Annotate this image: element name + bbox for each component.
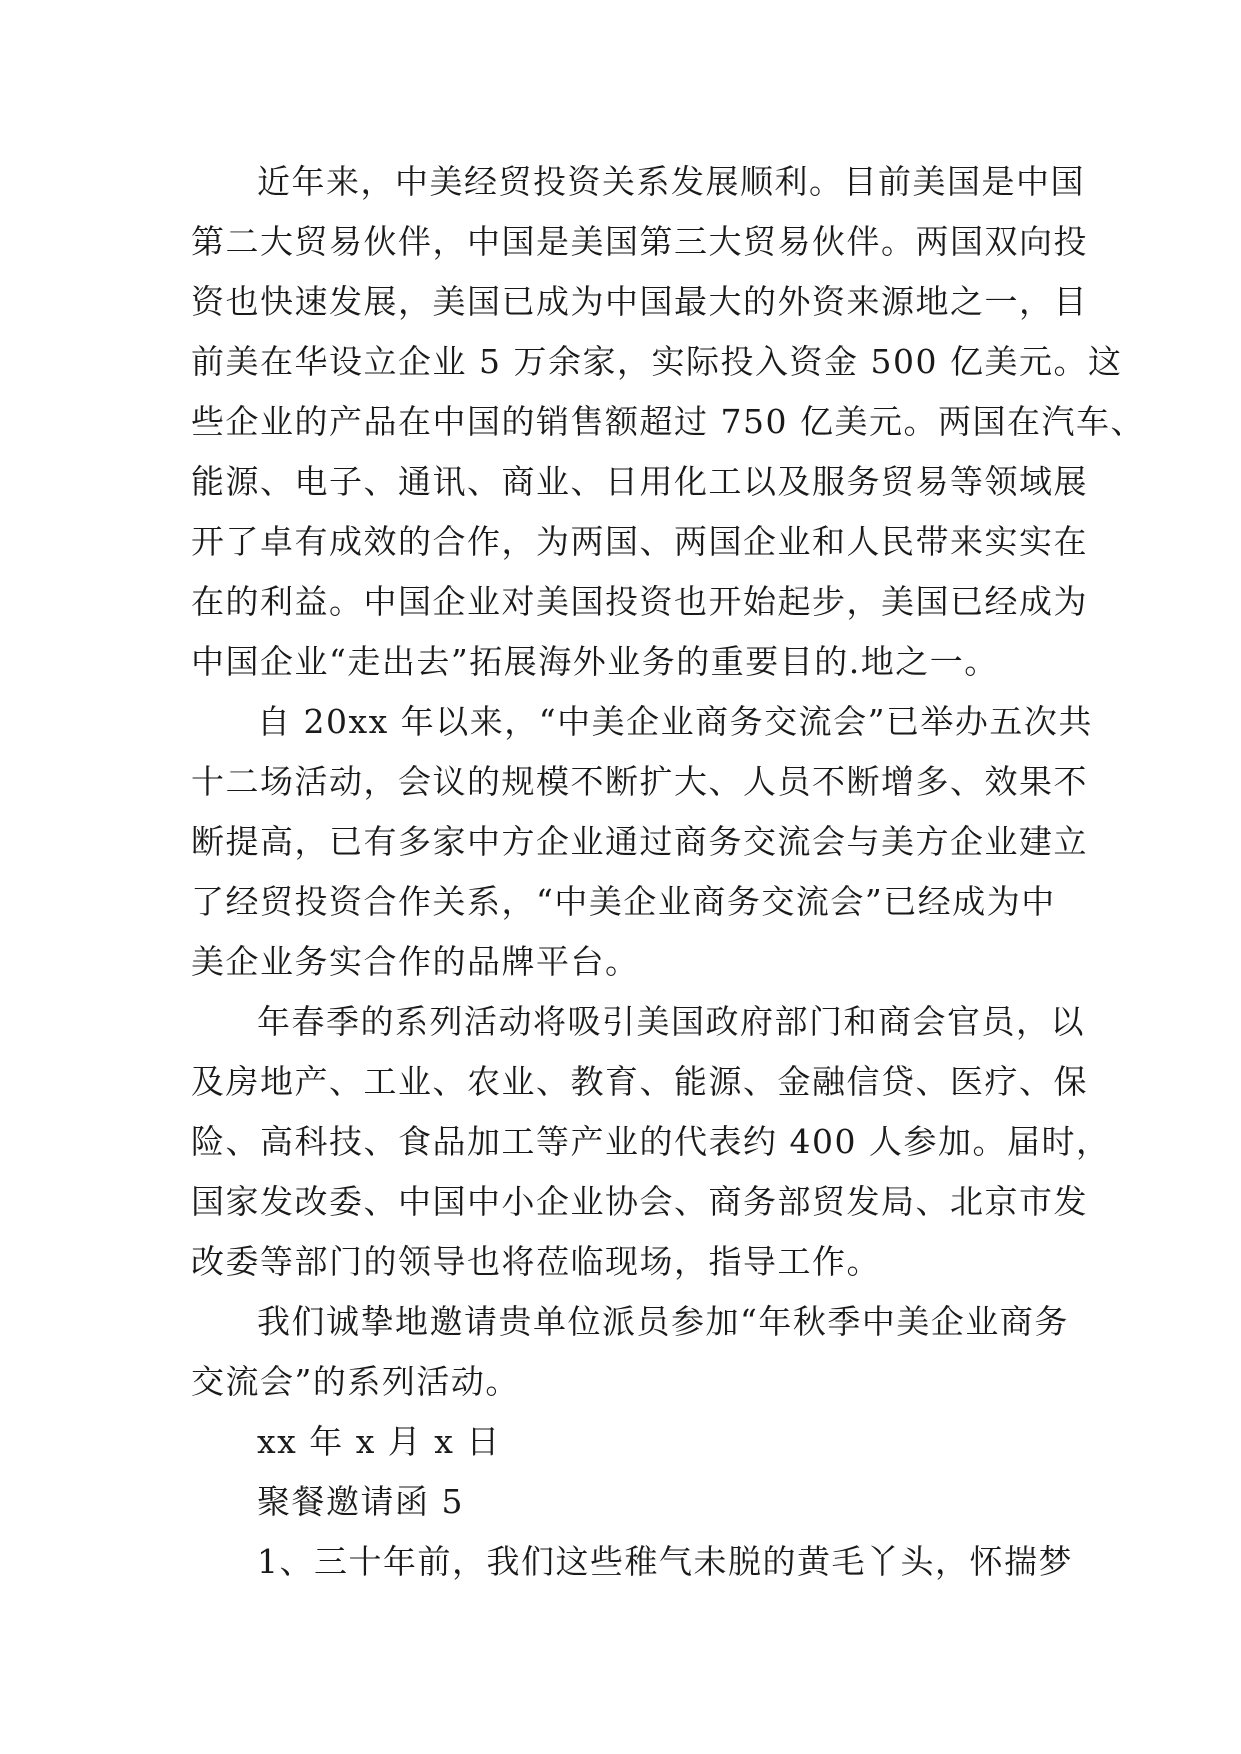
text-line: 年春季的系列活动将吸引美国政府部门和商会官员，以 — [257, 1002, 1085, 1041]
text-line: 开了卓有成效的合作，为两国、两国企业和人民带来实实在 — [191, 522, 1088, 561]
text-line: 1、三十年前，我们这些稚气未脱的黄毛丫头，怀揣梦 — [257, 1542, 1073, 1581]
paragraph-invitation — [191, 1292, 1069, 1412]
paragraph-exchange-history — [191, 692, 1093, 992]
text-line: 断提高，已有多家中方企业通过商务交流会与美方企业建立 — [191, 822, 1088, 861]
text-line: 了经贸投资合作关系，“中美企业商务交流会”已经成为中 — [191, 882, 1056, 921]
text-line: 我们诚挚地邀请贵单位派员参加“年秋季中美企业商务 — [257, 1302, 1069, 1341]
text-line: 中国企业“走出去”拓展海外业务的重要目的.地之一。 — [191, 642, 999, 681]
paragraph-dinner-intro — [191, 1532, 1073, 1592]
text-line: 及房地产、工业、农业、教育、能源、金融信贷、医疗、保 — [191, 1062, 1088, 1101]
text-line: 些企业的产品在中国的销售额超过 750 亿美元。两国在汽车、 — [191, 402, 1145, 441]
section-heading — [191, 1472, 1051, 1532]
text-line: xx 年 x 月 x 日 — [257, 1422, 501, 1461]
document-page — [191, 152, 1145, 1592]
text-line: 能源、电子、通讯、商业、日用化工以及服务贸易等领域展 — [191, 462, 1088, 501]
date-line — [191, 1412, 1051, 1472]
paragraph-spring-activities — [191, 992, 1111, 1292]
paragraph-trade-relations — [191, 152, 1145, 692]
text-line: 第二大贸易伙伴，中国是美国第三大贸易伙伴。两国双向投 — [191, 222, 1088, 261]
text-line: 险、高科技、食品加工等产业的代表约 400 人参加。届时， — [191, 1122, 1111, 1161]
text-line: 资也快速发展，美国已成为中国最大的外资来源地之一，目 — [191, 282, 1088, 321]
text-line: 自 20xx 年以来，“中美企业商务交流会”已举办五次共 — [257, 702, 1093, 741]
text-line: 美企业务实合作的品牌平台。 — [191, 942, 640, 981]
text-line: 交流会”的系列活动。 — [191, 1362, 520, 1401]
text-line: 近年来，中美经贸投资关系发展顺利。目前美国是中国 — [257, 162, 1085, 201]
text-line: 聚餐邀请函 5 — [257, 1482, 464, 1521]
text-line: 改委等部门的领导也将莅临现场，指导工作。 — [191, 1242, 881, 1281]
text-line: 在的利益。中国企业对美国投资也开始起步，美国已经成为 — [191, 582, 1088, 621]
text-line: 前美在华设立企业 5 万余家，实际投入资金 500 亿美元。这 — [191, 342, 1123, 381]
text-line: 十二场活动，会议的规模不断扩大、人员不断增多、效果不 — [191, 762, 1088, 801]
text-line: 国家发改委、中国中小企业协会、商务部贸发局、北京市发 — [191, 1182, 1088, 1221]
